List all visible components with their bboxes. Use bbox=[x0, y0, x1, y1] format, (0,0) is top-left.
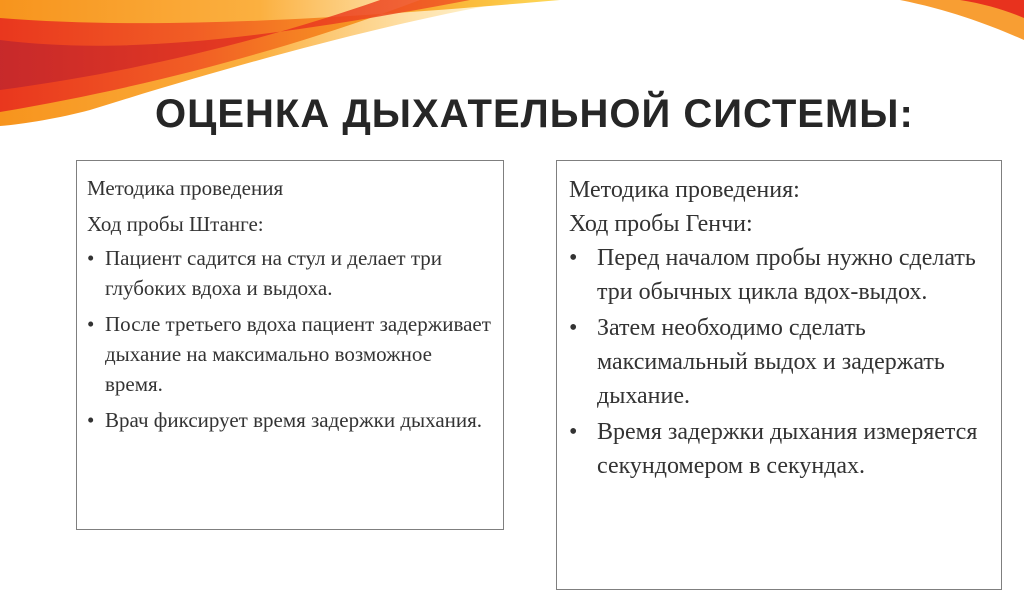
list-item bbox=[87, 243, 493, 303]
right-subheading: Ход пробы Генчи: bbox=[569, 211, 753, 237]
left-heading: Методика проведения bbox=[87, 176, 284, 200]
right-heading: Методика проведения: bbox=[569, 177, 800, 203]
bullet-icon: • bbox=[569, 315, 578, 341]
bullet-icon: • bbox=[87, 312, 95, 336]
list-item-text: Пациент садится на стул и делает три глубоких вдоха и выдоха. bbox=[105, 246, 442, 300]
right-steps-list bbox=[569, 241, 993, 483]
list-item-text: Перед началом пробы нужно сделать три обычных цикла вдох-выдох. bbox=[597, 245, 976, 305]
genchi-test-box bbox=[556, 160, 1002, 590]
list-item bbox=[569, 415, 993, 483]
bullet-icon: • bbox=[87, 246, 95, 270]
list-item-text: Время задержки дыхания измеряется секундомером в секундах. bbox=[597, 419, 978, 479]
left-steps-list bbox=[87, 243, 493, 435]
bullet-icon: • bbox=[569, 245, 578, 271]
list-item bbox=[569, 241, 993, 309]
list-item-text: После третьего вдоха пациент задерживает дыхание на максимально возможное время. bbox=[105, 312, 491, 396]
list-item-text: Врач фиксирует время задержки дыхания. bbox=[105, 408, 483, 432]
list-item bbox=[87, 405, 493, 435]
list-item bbox=[569, 311, 993, 413]
page-title: ОЦЕНКА ДЫХАТЕЛЬНОЙ СИСТЕМЫ: bbox=[155, 92, 914, 136]
left-subheading: Ход пробы Штанге: bbox=[87, 212, 264, 236]
list-item-text: Затем необходимо сделать максимальный выдох и задержать дыхание. bbox=[597, 315, 945, 409]
bullet-icon: • bbox=[569, 419, 578, 445]
list-item bbox=[87, 309, 493, 399]
stange-test-box bbox=[76, 160, 504, 530]
bullet-icon: • bbox=[87, 408, 95, 432]
